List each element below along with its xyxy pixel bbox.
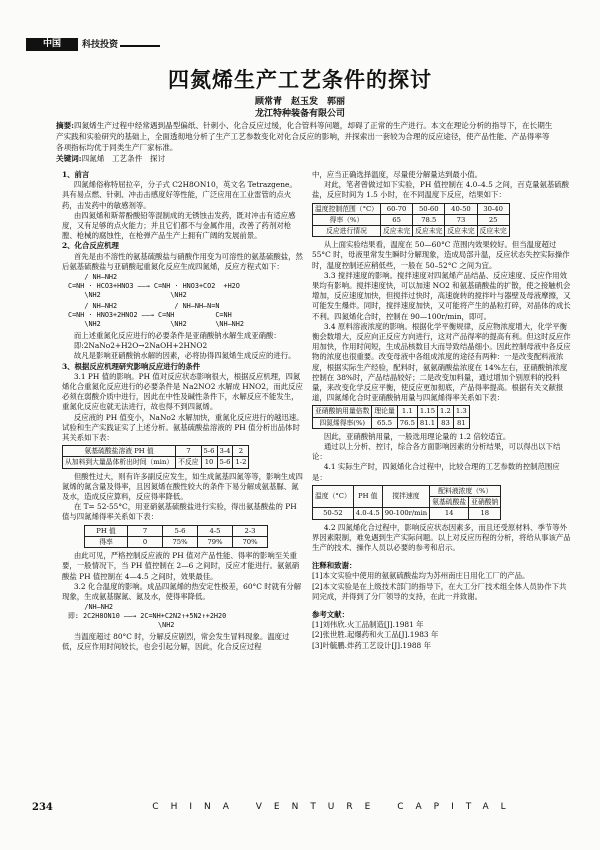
nitrite-yield-table (312, 405, 470, 428)
section-1-paragraph-2: 由四氮烯和斯蒂酚酸铅等混制成的无锈蚀击发药，既对冲击有适应感度，又有足够的点火能力；并且它们都不与金属作用，改善了药剂对枪膛、枪械的腐蚀性，在枪弹产品生产上拥有广阔的发展前景。 (62, 210, 296, 241)
section-3-1-paragraph-5: 由此可见，严格控制反应液的 PH 值对产品性能、得率的影响至关重要，一般情况下，当 PH 值控制在 2—6 之间时，反应才能进行。氨氨硝酸盐 PH 值控制在 4—4.5 之间时，效果最佳。 (62, 551, 300, 581)
table-cell: 1.15 (417, 406, 437, 417)
section-3-1-paragraph-3: 但酸性过大，则有许多副反应发生，如生成氮基四氮等等，影响生成四氮烯的氮含量及得率，且因氮烯在酸性较大的条件下易分解成氨基脲、氮及水，造成反应算料，反应得率降低。 (62, 471, 303, 502)
table-cell: 得率 (85, 536, 128, 547)
table-cell: 搅拌速度 (382, 485, 429, 507)
reference-3: [3]叶毓鹏.炸药工艺设计[J].1988 年 (312, 640, 431, 650)
table-cell: 50-52 (313, 508, 354, 519)
table-cell: 7 (128, 525, 163, 536)
table-cell: 1.2 (438, 406, 454, 417)
table-cell: 2-3 (233, 525, 268, 536)
table-cell: 5-6 (217, 457, 233, 468)
table-cell: 30-40 (477, 203, 509, 214)
table-cell: 4-5 (198, 525, 233, 536)
table-row (313, 214, 510, 225)
section-header (18, 38, 583, 52)
table-cell: 40-50 (445, 203, 477, 214)
note-2: [2]本文实验是在上级技术部门的指导下，在大工分厂技术组全体人员协作下共同完成，并得到了分厂领导的支持，在此一并致谢。 (312, 581, 567, 601)
table-cell: 温度（°C） (313, 485, 354, 507)
right-paragraph-1: 中，应当正确选择温度，尽量使分解量达到最小值。 (312, 170, 482, 179)
table-cell: 5-6 (163, 525, 198, 536)
table-cell: 配料液浓度（%） (430, 485, 501, 496)
right-column (312, 170, 572, 651)
table-cell: 79% (198, 536, 233, 547)
table-row (313, 485, 501, 496)
right-paragraph-9: 4.2 四氮烯化合过程中，影响反应状态因素多，而且还受原材料、季节等外界因素限制，难免遇到生产实际问题。以上对反应历程的分析，将给从事该产品生产的技术、操作人员以必要的参考和启示。 (312, 522, 571, 552)
table-cell: PH 值 (353, 485, 382, 507)
journal-name: CHINA VENTURE CAPITAL (152, 802, 518, 812)
right-paragraph-8: 4.1 实际生产时，四氮烯化合过程中，比较合理的工艺参数的控制范围应是： (312, 462, 560, 482)
table-row (63, 446, 249, 457)
table-cell: 温度控制范围（°C） (313, 203, 381, 214)
section-3-2-paragraph-2: 当温度超过 80°C 时，分解反应剧烈，常会发生冒料现象。温度过低，反应作用时间较长，也会引起分解，因此，化合反应过程 (62, 632, 290, 652)
table-cell: 1.3 (453, 406, 469, 417)
article-authors: 顾常青 赵玉发 郭丽 (254, 97, 345, 107)
article-affiliation: 龙江特种装备有限公司 (254, 109, 345, 119)
table-row (313, 417, 470, 428)
table-cell: 得率（%） (313, 214, 381, 225)
table-cell: 65.5 (372, 417, 397, 428)
article-title: 四氮烯生产工艺条件的探讨 (168, 68, 432, 92)
section-3-1-paragraph-1: 3.1 PH 值的影响。PH 值对反应状态影响很大，根据反应机理，四氮烯化合重氮化反应进行的必要条件是 Na2NO2 水解成 HNO2，而此反应必须在弱酸介质中进行，因此在中性及碱性条件下，水解反应不能发生，重氮化反应也就无法进行，故也得不到四氮烯。 (62, 371, 303, 412)
table-cell: 氨基硫酸盐 (430, 497, 469, 508)
reaction-equation-1: / NH—NH2 C=NH · HCO3+HNO3 ——→ C=NH · HNO3+CO2 +H2O \NH2 \NH2 (68, 273, 240, 300)
table-cell: 反应未完 (413, 226, 445, 237)
table-row (85, 536, 268, 547)
right-paragraph-3: 从上面实验结果看，温度在 50—60°C 范围内效果较好。但当温度超过 55°C 时，母液里常发生瞬时分解现象，造成局部升温，反应状态失控实际操作时，温度控制还应稍低些，一般在 50–52°C 之间为宜。 (312, 240, 570, 270)
reference-2: [2]张世胜.起爆药和火工品[J].1983 年 (312, 630, 439, 640)
table-row (313, 226, 510, 237)
left-column (62, 170, 304, 653)
references-title: 参考文献： (312, 609, 349, 619)
table-row (63, 457, 249, 468)
notes-title: 注释和致谢： (312, 561, 357, 571)
table-cell: 7 (176, 446, 201, 457)
keywords-text: 四氮烯 工艺条件 探讨 (81, 154, 166, 163)
reaction-equation-2: / NH—NH2 / NH—NH—N=N C=NH · HNO3+2HNO2 ——→ C=NH C=NH \NH2 \NH2 \NH—NH2 (68, 302, 244, 329)
table-cell: 2 (233, 446, 249, 457)
table-cell: 75% (163, 536, 198, 547)
section-3-1-paragraph-4: 在 T= 52-55°C，用亚硝氨基硫酸盐进行实验，得出氨基酸盐的 PH 值与四氮烯得率关系如下表： (62, 502, 297, 522)
decomposition-equation: /NH—NH2 即: 2C2H8ON10 ——→ 2C=NH+C2N2↑+5N2↑+2H20 \NH2 (68, 603, 227, 630)
table-cell: 1.1 (397, 406, 417, 417)
table-cell: 18 (469, 508, 501, 519)
table-cell: 83 (438, 417, 454, 428)
hydrolysis-equation: 即:2NaNo2+H2O→2NaOH+2HNO2 (73, 341, 208, 351)
section-1-title: 1、前言 (62, 170, 90, 179)
abstract-text: 四氮烯生产过程中经常遇到晶型偏纸、针刺小、化合反应过缓，化合管料等问题，却碍了正常的生产进行。本文在理论分析的指导下，在长期生产实践和实验研究的基础上，全面透彻地分析了生产工艺参数变化对化合反应的影响，并探索出一套较为合理的反应途径，使产品性能、产品得率等各项指标均优于同类生产厂家标准。 (56, 121, 553, 152)
note-1: [1]本文实验中使用的氨氨硫酸盐均为苏州南庄日用化工厂的产品。 (312, 571, 530, 581)
abstract-block (56, 120, 554, 164)
table-cell: 60-70 (380, 203, 412, 214)
right-paragraph-7: 通过以上分析、控讨，综合各方面影响因素的分析结果，可以得出以下结论： (312, 442, 561, 462)
table-cell: 90-100r/min (382, 508, 429, 519)
process-parameter-table (312, 485, 501, 520)
section-3-1-paragraph-2: 反应液的 PH 值变小，NaNo2 水解加快，重氮化反应进行的越迅速。试验和生产实践证实了上述分析。氨基硫酸盐溶液的 PH 值分析出品体时其关系如下表： (62, 412, 304, 443)
keywords-label: 关键词: (56, 154, 82, 163)
table-cell: 反应未完 (445, 226, 477, 237)
table-cell: 反应未完 (380, 226, 412, 237)
table-cell: 从加料到大量晶体析出时间（min） (63, 457, 176, 468)
table-row (313, 203, 510, 214)
table-cell: 反应未完 (477, 226, 509, 237)
section-2-paragraph-3: 故凡是影响亚硝酸钠水解的因素，必将协得四氮烯生成反应的进行。 (73, 351, 296, 361)
table-cell: 4.0-4.5 (353, 508, 382, 519)
right-paragraph-4: 3.3 搅拌速度的影响。搅拌速度对四氮烯产品结晶、反应速度、反应作用效果均有影响。搅拌速度快，可以加速 NO2 和氨基硝酸盐的扩散，使之接触机会增加，反应速度加快，但搅拌过快时，高速旋转的搅拌叶与器壁及母液摩擦，又可能发生爆炸。同时，搅拌速度加快，又可能将产生的晶粒打碎，对晶体的成长不利。四氮烯化合时，控制在 90—100r/min，即可。 (312, 270, 571, 321)
table-cell: 亚硝酸钠用量倍数 (313, 406, 372, 417)
table-cell: 理论量 (372, 406, 397, 417)
table-cell: 3-4 (217, 446, 233, 457)
page-footer (0, 802, 600, 816)
table-row (313, 406, 470, 417)
section-1-paragraph-1: 四氮烯俗称特屈拉辛，分子式 C2H8ON10，英文名 Tetrazgene。具有易点燃、针刺、冲击击感度好等性能，广泛应用在工业雷管的点火药，击发药中的敏感剂等。 (62, 180, 297, 210)
header-section-label: 科技投资 (80, 37, 120, 50)
section-2-paragraph-1: 首先是由不溶性的氨基硫酸盐与硝酸作用变为可溶性的氨基硫酸盐，然后氨基硫酸盐与亚硝酸起重氮化反应生成四氮烯，反应方程式如下： (62, 251, 303, 271)
table-cell: 76.5 (397, 417, 417, 428)
ph-yield-table (84, 525, 268, 548)
section-3-2-paragraph-1: 3.2 化合温度的影响。成品四氮烯的热安定性极差，60°C 时就有分解现象，生成氨基脲氮、氮及水，使得率降低。 (62, 581, 302, 601)
table-row (85, 525, 268, 536)
table-cell: 70% (233, 536, 268, 547)
reference-1: [1]刘伟欣.火工品制造[J].1981 年 (312, 620, 424, 630)
table-cell: 1-2 (233, 457, 249, 468)
right-paragraph-5: 3.4 原料溶液浓度的影响。根据化学平衡规律，反应物浓度增大，化学平衡衡会数增大，反应向正反应方向进行，这对产品得率的提高有利。但这时反应作用加快，作用时间短，生成品核数目大而导致结晶细小。因此控制母液中各反应物的浓度也很重要。改变母液中各组成浓度的途径有两种：一是改变配料液浓度，根据实际生产经验，配料时，氨氨硝酸盐浓度在 14%左右，亚硝酸钠浓度控制在 38%时，产品结晶较好；二是改变加料量，通过增加个别原料的投料量，来改变化学反应平衡，使反应更加彻底，产品得率提高。根据有关文献报道，四氮烯化合时亚硝酸钠用量与四氮烯得率关系如下表： (312, 321, 571, 403)
table-cell: 81 (453, 417, 469, 428)
table-cell: 81.1 (417, 417, 437, 428)
section-2-paragraph-2: 而上述重氮化反应进行的必要条件是亚硝酸钠水解生成亚硝酸： (73, 331, 281, 341)
table-cell: 5-6 (201, 446, 217, 457)
section-2-title: 2、化合反应机理 (62, 241, 119, 251)
page-number: 234 (32, 802, 53, 813)
temperature-yield-table (312, 203, 510, 238)
section-3-title: 3、根据反应机理研究影响反应进行的条件 (62, 361, 201, 371)
abstract-label: 摘要: (56, 121, 74, 130)
table-cell: 反应进行情况 (313, 226, 381, 237)
table-cell: 0 (128, 536, 163, 547)
table-cell: 50-60 (413, 203, 445, 214)
header-box-label: 中国 (26, 38, 78, 51)
ph-time-table (62, 445, 249, 468)
table-cell: 10 (201, 457, 217, 468)
table-cell: 14 (430, 508, 469, 519)
table-row (313, 508, 501, 519)
table-cell: 78.5 (413, 214, 445, 225)
table-cell: 不反应 (176, 457, 201, 468)
right-paragraph-2: 对此，笔者曾做过如下实验，PH 值控制在 4.0–4.5 之间，百克量氨基硫酸盐，反应时间为 1.5 小时，在不同温度下反应，结果如下： (312, 180, 570, 200)
table-cell: 氨基硫酸盐溶液 PH 值 (63, 446, 176, 457)
table-cell: 四氮烯得率(%) (313, 417, 372, 428)
table-cell: PH 值 (85, 525, 128, 536)
table-cell: 亚硝酸钠 (469, 497, 501, 508)
table-cell: 65 (380, 214, 412, 225)
table-cell: 25 (477, 214, 509, 225)
right-paragraph-6: 因此，亚硝酸钠用量，一般选用理论量的 1.2 倍较适宜。 (323, 431, 511, 441)
table-cell: 73 (445, 214, 477, 225)
